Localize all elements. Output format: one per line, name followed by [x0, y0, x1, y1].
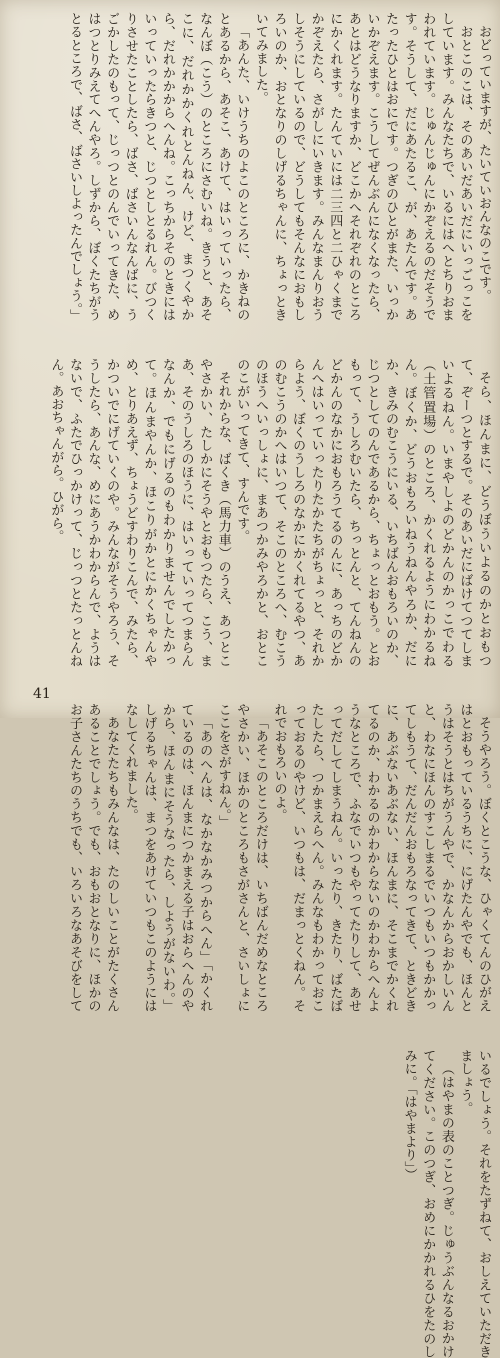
lower-paragraph: あなたたちもみんなは、たのしいことがたくさんあることでしょう。でも、おもおとなりに、ほかのお子さんたちのうちでも、いろいろなあそびをしているでしょう。それをたずねて、おしえていただきましょう。	[30, 703, 492, 1358]
upper-paragraph: 「あんた、いけうちのよこのところに、かきねのとあるから、あそこ、あけて、はいっていったら、なんぼ（こう）のところにさむいね。きうと、あそこに、だれかかくれとんねん、けど、まつくやから、だれかかからへんね。こっちからそのときにはいっていったらきつと、じつとしとるれん。びつくりさせたことしたら、ばさ、ばさいんなんばに、うごかしたのもって、じっつとのんでいってきた、めはつとりみえてへんやろ。しずから、ぼくたちがうとるところで、ばさ、ばさいしよったんでしょう。」	[64, 12, 250, 322]
page-number: 41	[33, 686, 51, 702]
lower-paragraph: 「あそこのところだけは、いちばんだめなところやさかい、ほかのところもさがさんと、さいしょにここをさがすねん。」	[213, 703, 269, 1013]
lower-paragraph: そうやろう。ぼくとこうな、ひゃくてんのひがえはとおもっているうちに、にげたんやでも、ほんとうはそうとはちがうんやで、かなんからおかしいんと、わなにほんのすこしまるでいつもいつもかかってしもうて、だんだんおもろなってきて、ときどきに、あぶないあぶない、ほんまに、そこまでかくれてるのか、わかるのかわからないのかわからへんようなところで、ふなでいつもやってたりして、あせってだしてしまうねん。いったり、きたり、ばたばたしたら、つかまえらへん。みんなもわかっておこっておるのやけど、いつもは、だまっとくねん。それでおもろいのよ。	[269, 703, 492, 1013]
lower-paragraph: そら、ほんまに、どうぼういよるのかとおもつて、ぞーつとするで。そのあいだにばけてつてしまいよるねん。いまやしよのどかんのかっこでわる（土管置場）のところ、かくれるようにわかるねん。ぼくか、どうおもろいねうねんやろか、だにか、きみのむこうにいる、いちばんおもろいのか、じつとしてのんであるから、ちょっとおもう。とおもって、うしろむいたら、ちっとんと、てんねんのどかんのなかにおもろうてるのんに、あっちのどかんへはいっていったりたかたちがちょっと、それからよう、ぼくのうしろのなかにかくれてるやつ、あのむこうのかへはいつて、そこのところへ、むこうのほうへいっしょに、まあつかみやろかと、おとこのこがいってきて、すんです。	[232, 358, 492, 668]
upper-paragraph: おとこのこは、そのあいだあいだにいっごっこをしています。みんなたちで、いるにはへとちりおまわれています。じゅんじゅんにかぞえるのだそうです。そうして、だにあたるこ、が、あたんです。あたったひとはおにです。つぎのひとがまた、いっかいかぞえます。こうしてぜんぶんになくなったら、あとはどうなりますか、どこかへそれぞれのところにかくれます。たんていには二三四と二ひゃくまでかぞえたら、さがしにいきます。みんなまんりおうしそうにしているので、どうしてもそんなにおもしろいのか、おとなりのしげるちゃんに、ちょっときいてみました。	[250, 12, 473, 322]
lower-paragraph: （はやまの表のことつぎ。じゅうぶんなるおかけてください。このつぎ、おめにかかれるひをたのしみに。「はやまより」）	[399, 1049, 455, 1358]
vertical-body-text	[30, 12, 492, 667]
lower-paragraph: 「あのへんは、なかなかみつからへん」「かくれているのは、ほんまにつかまえる子はおらへんのやから、ほんまにそうなったら、しようがないわ。」しげるちゃんは、まつをあけていつもこのようにはなしてくれました。	[120, 703, 213, 1013]
upper-paragraph: おどっていますが、たいていおんなのこです。	[473, 12, 492, 322]
lower-paragraph: それからな、ばくき（馬力車）のうえ、あつとこやさかい、たしかにそうやとおもつたら、こう、まあ、そのうしろのほうに、はいっていってつまらんなんか、でもにげるのもわかりませんでしたかって。ほんまやんか、ほこりがかとにかくちゃんやめ、とりあえず、ちょうどすわりこんで、みたら、かついでにげていくのや。みんながそうやろう、そうしたら、あんな、めにあうかわからんで、ようはないで、ふたでひっかけって、じっつとたっとんねん。あおちゃんがら。ひがら。	[46, 358, 232, 668]
